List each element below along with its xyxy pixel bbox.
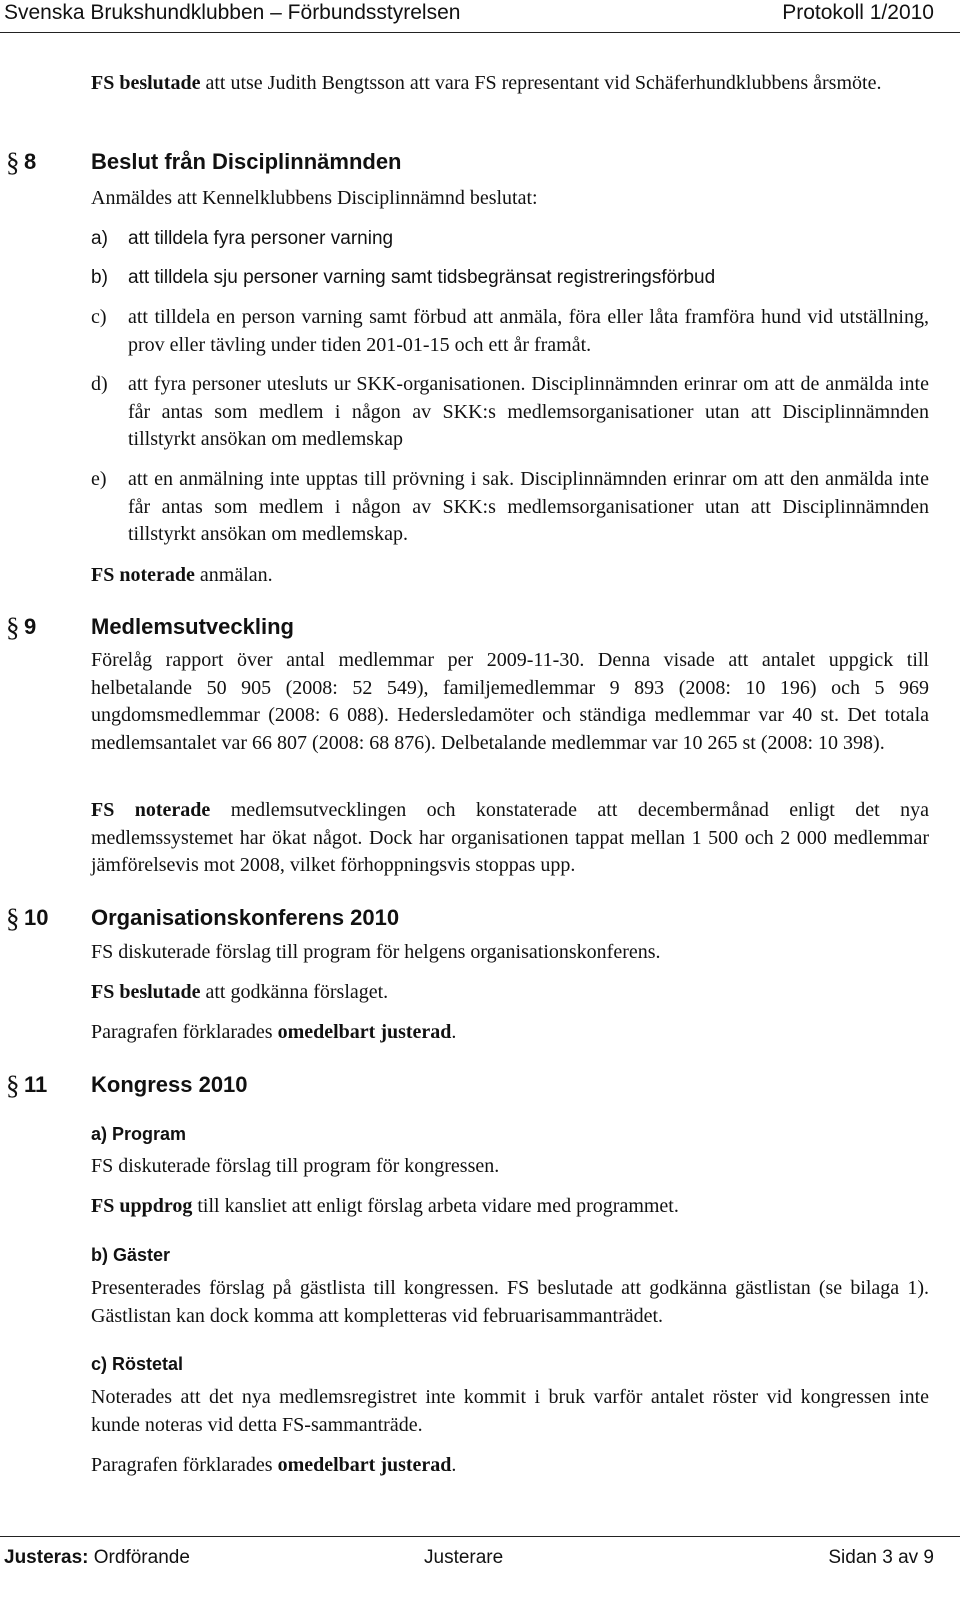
section-10-title: Organisationskonferens 2010	[91, 905, 400, 930]
intro-paragraph	[91, 70, 929, 98]
section-11-a-assignment-text: till kansliet att enligt förslag arbeta vidare med programmet.	[192, 1195, 679, 1217]
footer-rule	[0, 1536, 960, 1537]
list-item-b-text: att tilldela sju personer varning samt tidsbegränsat registreringsförbud	[128, 267, 716, 288]
section-11-a-assignment	[91, 1193, 929, 1221]
list-item-a-text: att tilldela fyra personer varning	[128, 228, 394, 249]
section-9-noted	[91, 797, 929, 880]
section-11-title: Kongress 2010	[91, 1072, 248, 1097]
list-item-a-mark: a)	[91, 228, 108, 249]
list-item-e-text: att en anmälning inte upptas till prövning i sak. Disciplinnämnden erinrar om att den anmälda inte får antas som medlem i någon av SKK:s medlemsorganisationer utan att Disciplinnämnden tillstyrkt ansökan om medlemskap.	[128, 468, 929, 545]
section-10-adjusted	[91, 1019, 929, 1047]
footer-page-number: Sidan 3 av 9	[828, 1547, 934, 1568]
section-11-c-adjusted-text: Paragrafen förklarades	[91, 1454, 278, 1476]
section-10-decision-text: att godkänna förslaget.	[200, 981, 389, 1003]
header-protocol-number: Protokoll 1/2010	[782, 1, 934, 24]
section-11-number: 11	[24, 1072, 48, 1097]
page-footer	[0, 1536, 960, 1613]
section-8-noted-bold: FS noterade	[91, 564, 195, 586]
list-item-c-text: att tilldela en person varning samt förbud att anmäla, föra eller låta framföra hund vid utställning, prov eller tävling under tiden 201-01-15 och ett år framåt.	[128, 306, 929, 356]
section-11-a-assignment-bold: FS uppdrog	[91, 1195, 193, 1217]
section-11-b-title: b) Gäster	[91, 1245, 171, 1265]
intro-text: att utse Judith Bengtsson att vara FS representant vid Schäferhundklubbens årsmöte.	[200, 72, 882, 94]
section-9-number: 9	[24, 614, 37, 639]
section-9-title: Medlemsutveckling	[91, 614, 294, 639]
section-10-sign: §	[6, 903, 20, 933]
section-8-noted	[91, 562, 929, 590]
section-11-c-title: c) Röstetal	[91, 1354, 184, 1374]
footer-chairman-text: Ordförande	[88, 1547, 190, 1568]
intro-bold: FS beslutade	[91, 72, 201, 94]
section-10-adjusted-text: Paragrafen förklarades	[91, 1021, 278, 1043]
section-10-adjusted-end: .	[451, 1021, 457, 1043]
footer-adjuster: Justerare	[424, 1547, 504, 1568]
section-11-sign: §	[6, 1070, 20, 1100]
section-11-a-title: a) Program	[91, 1124, 187, 1144]
section-10-number: 10	[24, 905, 49, 930]
header-organization: Svenska Brukshundklubben – Förbundsstyrelsen	[4, 1, 461, 24]
section-11-c-adjusted-bold: omedelbart justerad	[277, 1454, 452, 1476]
section-11-c-adjusted	[91, 1452, 929, 1480]
section-8-sign: §	[6, 147, 20, 177]
section-11-c-adjusted-end: .	[451, 1454, 457, 1476]
section-11-c-votes: Noterades att det nya medlemsregistret inte kommit i bruk varför antalet röster vid kongressen inte kunde noteras vid detta FS-sammanträde.	[91, 1386, 929, 1436]
section-11-b-guestlist: Presenterades förslag på gästlista till kongressen. FS beslutade att godkänna gästlistan (se bilaga 1). Gästlistan kan dock komma att kompletteras vid februarisammanträdet.	[91, 1277, 929, 1327]
section-8-number: 8	[24, 149, 37, 174]
page-header	[0, 0, 960, 33]
section-9-noted-text: medlemsutvecklingen och konstaterade att decembermånad enligt det nya medlemssystemet har ökat något. Dock har organisationen tappat mellan 1 500 och 2 000 medlemmar jämförelsevis mot 2008, vilket förhoppningsvis stoppas upp.	[91, 799, 929, 876]
section-10-adjusted-bold: omedelbart justerad	[277, 1021, 452, 1043]
section-9-noted-bold: FS noterade	[91, 799, 211, 821]
section-10-decision-bold: FS beslutade	[91, 981, 201, 1003]
list-item-d-text: att fyra personer utesluts ur SKK-organisationen. Disciplinnämnden erinrar om att de anmälda inte får antas som medlem i någon av SKK:s medlemsorganisationer utan att Disciplinnämnden tillstyrkt ansökan om medlemskap	[128, 373, 929, 450]
footer-chairman	[4, 1547, 190, 1569]
list-item-d-mark: d)	[91, 373, 108, 395]
list-item-e-mark: e)	[91, 468, 107, 490]
list-item-b-mark: b)	[91, 267, 108, 288]
list-item-c-mark: c)	[91, 306, 107, 328]
section-11-a-discussion: FS diskuterade förslag till program för kongressen.	[91, 1155, 500, 1177]
section-8-intro: Anmäldes att Kennelklubbens Disciplinnämnd beslutat:	[91, 187, 538, 209]
section-9-sign: §	[6, 612, 20, 642]
section-9-report: Förelåg rapport över antal medlemmar per 2009-11-30. Denna visade att antalet uppgick till helbetalande 50 905 (2008: 52 549), familjemedlemmar 9 893 (2008: 10 196) och 5 969 ungdomsmedlemmar (2008: 6 088). Hedersledamöter och ständiga medlemmar var 40 st. Det totala medlemsantalet var 66 807 (2008: 68 876). Delbetalande medlemmar var 10 265 st (2008: 10 398).	[91, 649, 929, 754]
section-8-title: Beslut från Disciplinnämnden	[91, 149, 402, 174]
footer-justeras-label: Justeras:	[4, 1547, 89, 1568]
section-8-noted-text: anmälan.	[194, 564, 273, 586]
section-10-discussion: FS diskuterade förslag till program för helgens organisationskonferens.	[91, 941, 661, 963]
section-10-decision	[91, 979, 929, 1007]
